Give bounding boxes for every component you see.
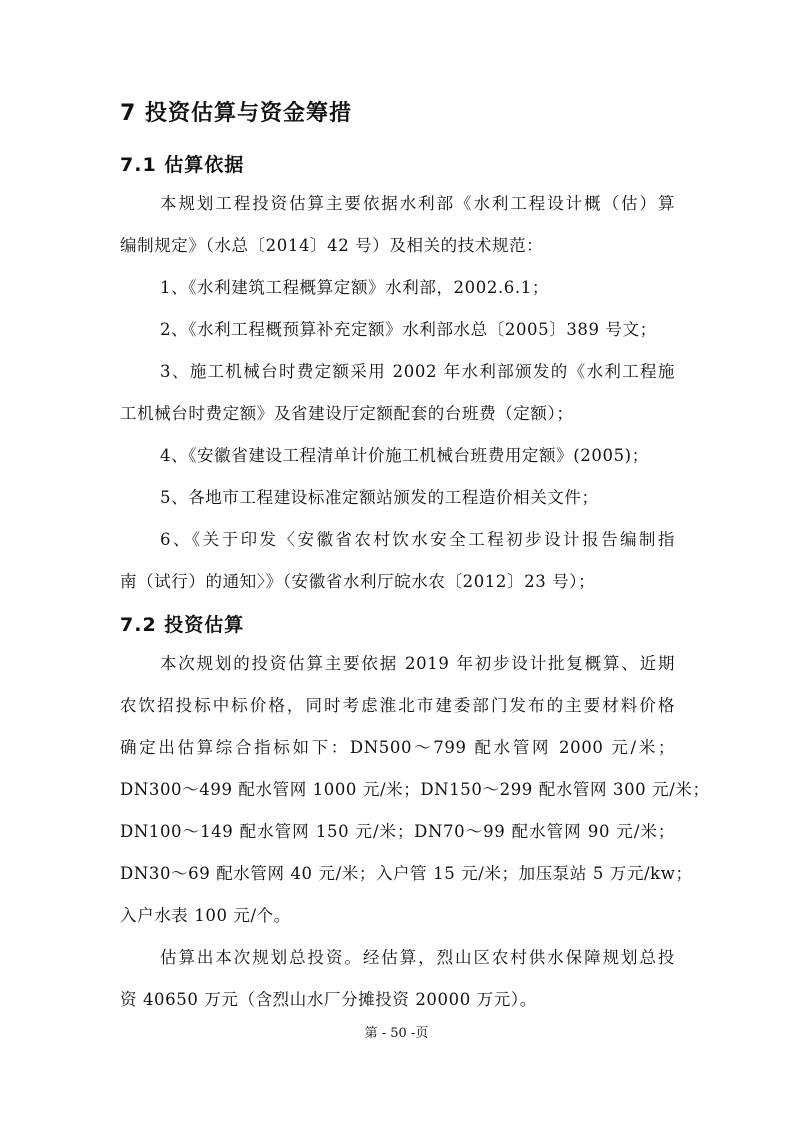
paragraph-line: 本规划工程投资估算主要依据水利部《水利工程设计概（估）算 <box>160 194 675 213</box>
paragraph-line: 资 40650 万元（含烈山水厂分摊投资 20000 万元）。 <box>120 990 537 1009</box>
paragraph-line: 确定出估算综合指标如下：DN500～799 配水管网 2000 元/米； <box>120 738 675 757</box>
section-heading-7-2: 7.2 投资估算 <box>120 614 245 636</box>
list-item: 3、施工机械台时费定额采用 2002 年水利部颁发的《水利工程施 <box>160 362 675 381</box>
list-item: 2、《水利工程概预算补充定额》水利部水总〔2005〕389 号文； <box>160 320 657 339</box>
paragraph-line: DN30～69 配水管网 40 元/米；入户管 15 元/米；加压泵站 5 万元/kw； <box>120 864 693 883</box>
paragraph-line: DN100～149 配水管网 150 元/米；DN70～99 配水管网 90 元/米； <box>120 822 675 841</box>
page-number: 第 - 50 -页 <box>364 1026 429 1041</box>
paragraph-line: 农饮招投标中标价格，同时考虑淮北市建委部门发布的主要材料价格 <box>120 696 675 715</box>
paragraph-line: DN300～499 配水管网 1000 元/米；DN150～299 配水管网 300 元/米； <box>120 780 710 799</box>
list-item: 4、《安徽省建设工程清单计价施工机械台班费用定额》(2005)； <box>160 446 649 465</box>
paragraph-line: 编制规定》（水总〔2014〕42 号）及相关的技术规范： <box>120 236 544 255</box>
chapter-title: 7 投资估算与资金筹措 <box>120 101 352 126</box>
list-item: 6、《关于印发〈安徽省农村饮水安全工程初步设计报告编制指 <box>160 530 675 549</box>
paragraph-line: 入户水表 100 元/个。 <box>120 906 291 925</box>
list-item: 5、各地市工程建设标准定额站颁发的工程造价相关文件； <box>160 488 599 507</box>
paragraph-line: 本次规划的投资估算主要依据 2019 年初步设计批复概算、近期 <box>160 654 675 673</box>
list-item: 1、《水利建筑工程概算定额》水利部，2002.6.1； <box>160 278 549 297</box>
paragraph-line: 估算出本次规划总投资。经估算，烈山区农村供水保障规划总投 <box>160 948 675 967</box>
list-item-continuation: 工机械台时费定额》及省建设厅定额配套的台班费（定额）； <box>120 404 574 423</box>
list-item-continuation: 南（试行）的通知〉》（安徽省水利厅皖水农〔2012〕23 号）； <box>120 572 596 591</box>
section-heading-7-1: 7.1 估算依据 <box>120 154 245 176</box>
